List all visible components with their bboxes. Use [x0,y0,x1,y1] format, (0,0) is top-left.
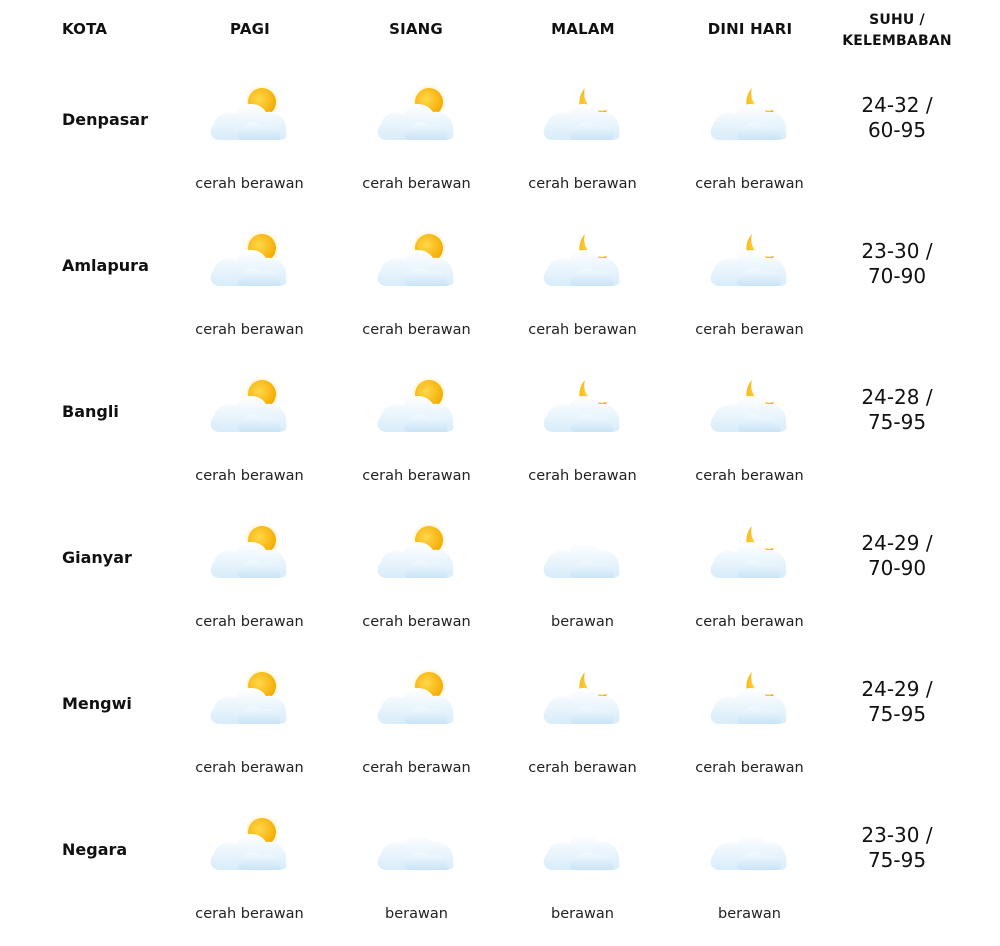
column-header-malam: MALAM [551,20,615,38]
sun-cloud-icon [375,226,457,292]
temperature-range: 24-29 / [861,677,933,701]
column-header-siang: SIANG [389,20,443,38]
humidity-range: 75-95 [867,702,927,726]
weather-label: cerah berawan [362,176,471,192]
temperature-range: 24-32 / [861,93,933,117]
weather-label: cerah berawan [362,322,471,338]
forecast-cell-siang [333,216,500,362]
weather-label: cerah berawan [695,468,804,484]
sun-cloud-icon [208,226,290,292]
weather-label: cerah berawan [528,468,637,484]
forecast-cell-dini-hari [666,216,833,362]
forecast-cell-siang [333,70,500,216]
city-name: Gianyar [62,548,132,567]
forecast-cell-siang [333,508,500,654]
weather-label: cerah berawan [528,760,637,776]
forecast-cell-malam [499,508,666,654]
weather-label: cerah berawan [695,322,804,338]
sun-cloud-icon [375,518,457,584]
city-name: Bangli [62,402,119,421]
forecast-cell-malam [499,362,666,508]
sun-cloud-icon [375,372,457,438]
cloud-icon [541,810,623,876]
table-row [0,216,1000,362]
cloud-icon [708,810,790,876]
forecast-cell-pagi [166,362,333,508]
weather-label: cerah berawan [362,760,471,776]
table-row [0,362,1000,508]
forecast-cell-malam [499,70,666,216]
moon-cloud-icon [708,664,790,730]
temperature-range: 23-30 / [861,823,933,847]
temperature-humidity [832,677,962,727]
weather-label: berawan [718,906,781,922]
forecast-cell-dini-hari [666,70,833,216]
weather-label: berawan [385,906,448,922]
forecast-cell-dini-hari [666,654,833,800]
temperature-humidity [832,531,962,581]
table-row [0,508,1000,654]
forecast-cell-pagi [166,508,333,654]
city-name: Negara [62,840,128,859]
moon-cloud-icon [708,372,790,438]
weather-label: cerah berawan [195,614,304,630]
forecast-cell-pagi [166,70,333,216]
weather-label: cerah berawan [195,176,304,192]
humidity-range: 70-90 [867,556,927,580]
weather-label: cerah berawan [695,760,804,776]
table-row [0,800,1000,946]
weather-label: cerah berawan [195,760,304,776]
forecast-cell-dini-hari [666,362,833,508]
weather-label: berawan [551,906,614,922]
forecast-cell-dini-hari [666,508,833,654]
sun-cloud-icon [208,664,290,730]
weather-label: cerah berawan [195,906,304,922]
suhu-header-line1: SUHU / [869,12,925,28]
temperature-range: 23-30 / [861,239,933,263]
suhu-header-line2: KELEMBABAN [842,33,952,49]
moon-cloud-icon [541,80,623,146]
weather-label: cerah berawan [695,176,804,192]
weather-label: cerah berawan [528,322,637,338]
weather-label: cerah berawan [195,468,304,484]
humidity-range: 75-95 [867,410,927,434]
forecast-cell-pagi [166,216,333,362]
temperature-range: 24-28 / [861,385,933,409]
moon-cloud-icon [541,664,623,730]
city-name: Denpasar [62,110,148,129]
sun-cloud-icon [208,810,290,876]
cloud-icon [375,810,457,876]
temperature-range: 24-29 / [861,531,933,555]
sun-cloud-icon [375,664,457,730]
moon-cloud-icon [708,518,790,584]
column-header-pagi: PAGI [230,20,270,38]
forecast-cell-siang [333,362,500,508]
forecast-cell-dini-hari [666,800,833,946]
forecast-cell-pagi [166,654,333,800]
moon-cloud-icon [541,372,623,438]
cloud-icon [541,518,623,584]
table-row [0,654,1000,800]
moon-cloud-icon [708,80,790,146]
city-name: Mengwi [62,694,132,713]
temperature-humidity [832,93,962,143]
table-header [0,0,1000,60]
forecast-cell-malam [499,654,666,800]
city-name: Amlapura [62,256,149,275]
weather-label: cerah berawan [528,176,637,192]
humidity-range: 75-95 [867,848,927,872]
weather-label: berawan [551,614,614,630]
table-row [0,70,1000,216]
column-header-dini-hari: DINI HARI [707,20,793,38]
forecast-cell-siang [333,654,500,800]
humidity-range: 70-90 [867,264,927,288]
forecast-cell-pagi [166,800,333,946]
sun-cloud-icon [208,518,290,584]
forecast-cell-malam [499,216,666,362]
temperature-humidity [832,239,962,289]
temperature-humidity [832,385,962,435]
forecast-cell-siang [333,800,500,946]
humidity-range: 60-95 [867,118,927,142]
temperature-humidity [832,823,962,873]
weather-label: cerah berawan [195,322,304,338]
sun-cloud-icon [375,80,457,146]
forecast-cell-malam [499,800,666,946]
sun-cloud-icon [208,372,290,438]
weather-label: cerah berawan [362,468,471,484]
column-header-kota: KOTA [62,20,108,38]
weather-label: cerah berawan [695,614,804,630]
moon-cloud-icon [541,226,623,292]
column-header-suhu-kelembaban [832,10,962,52]
weather-label: cerah berawan [362,614,471,630]
sun-cloud-icon [208,80,290,146]
moon-cloud-icon [708,226,790,292]
